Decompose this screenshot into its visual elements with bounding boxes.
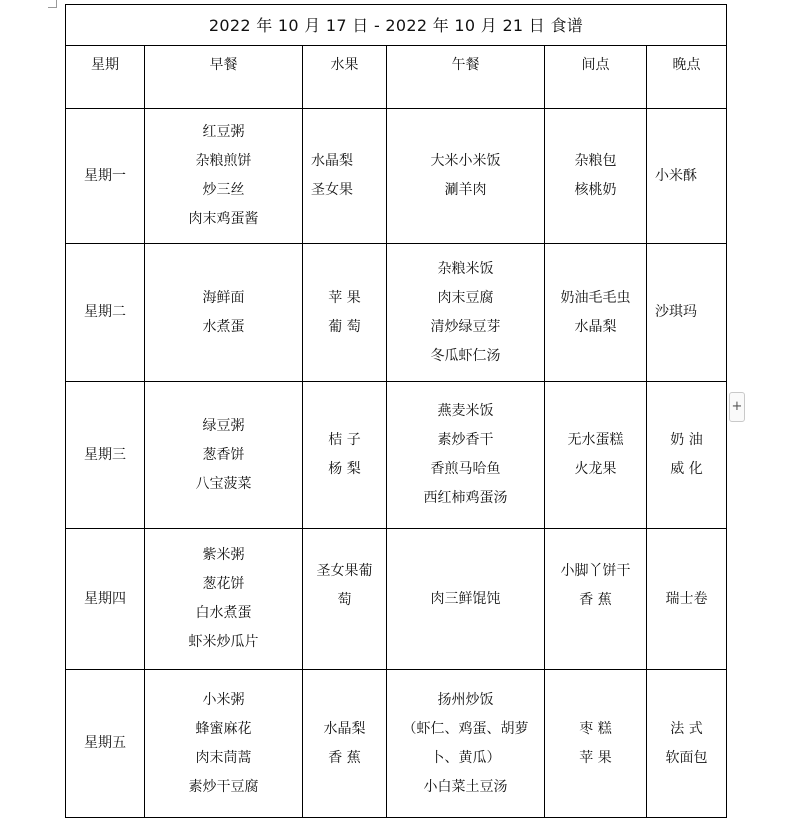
dinner-cell	[647, 109, 727, 244]
menu-item: 威 化	[670, 461, 703, 477]
menu-item: 圣女果	[311, 182, 353, 198]
menu-item: 小米酥	[655, 167, 697, 184]
menu-title: 2022 年 10 月 17 日 - 2022 年 10 月 21 日 食谱	[66, 5, 727, 46]
menu-item: 萄	[337, 592, 352, 608]
table-row	[66, 244, 727, 382]
menu-item: 西红柿鸡蛋汤	[423, 490, 508, 506]
add-column-button[interactable]	[729, 392, 745, 422]
menu-item: 杂粮米饭	[437, 260, 494, 277]
lunch-cell	[387, 244, 545, 382]
snack-cell	[545, 382, 647, 529]
menu-item: 杂粮包	[574, 153, 617, 169]
table-row	[66, 382, 727, 529]
menu-item: 奶油毛毛虫	[560, 289, 631, 306]
table-row	[66, 109, 727, 244]
plus-icon: +	[731, 399, 743, 414]
snack-cell	[545, 670, 647, 818]
snack-cell	[545, 109, 647, 244]
menu-item: 虾米炒瓜片	[188, 634, 259, 650]
menu-item: 紫米粥	[202, 547, 245, 563]
header-lunch: 午餐	[387, 46, 545, 109]
weekly-menu-table	[65, 4, 727, 818]
fruit-cell	[303, 244, 387, 382]
header-day: 星期	[66, 46, 145, 109]
menu-item: 火龙果	[574, 461, 617, 477]
menu-item: 软面包	[665, 749, 708, 766]
menu-item: 瑞士卷	[665, 590, 708, 607]
day-cell: 星期五	[66, 670, 145, 818]
dinner-cell	[647, 529, 727, 670]
menu-item: 小脚丫饼干	[560, 563, 631, 579]
menu-item: 扬州炒饭	[437, 691, 494, 708]
menu-item: 小米粥	[202, 691, 245, 708]
fruit-cell	[303, 382, 387, 529]
breakfast-cell	[145, 244, 303, 382]
menu-item: 苹 果	[328, 289, 361, 306]
menu-item: 沙琪玛	[655, 304, 697, 320]
menu-item: 清炒绿豆芽	[430, 318, 501, 335]
page-corner-mark	[48, 0, 57, 8]
menu-item: 肉末鸡蛋酱	[188, 211, 259, 227]
menu-item: 炒三丝	[202, 182, 245, 198]
breakfast-cell	[145, 109, 303, 244]
menu-item: 核桃奶	[574, 182, 617, 198]
header-dinner: 晚点	[647, 46, 727, 109]
menu-item: 八宝菠菜	[195, 475, 252, 492]
day-cell: 星期四	[66, 529, 145, 670]
header-fruit: 水果	[303, 46, 387, 109]
fruit-cell	[303, 109, 387, 244]
header-breakfast: 早餐	[145, 46, 303, 109]
breakfast-cell	[145, 670, 303, 818]
menu-item: 绿豆粥	[202, 417, 245, 434]
lunch-cell	[387, 670, 545, 818]
menu-item: 素炒香干	[437, 432, 494, 448]
menu-item: 香 蕉	[328, 749, 361, 766]
menu-item: 圣女果葡	[316, 563, 373, 579]
menu-item: 肉末豆腐	[437, 289, 494, 306]
menu-item: 素炒干豆腐	[188, 778, 259, 795]
table-row	[66, 670, 727, 818]
day-cell: 星期一	[66, 109, 145, 244]
fruit-cell	[303, 529, 387, 670]
lunch-cell	[387, 382, 545, 529]
menu-item: 枣 糕	[579, 720, 612, 737]
menu-item: 大米小米饭	[430, 153, 501, 169]
menu-item: 冬瓜虾仁汤	[430, 347, 501, 364]
menu-item: 白水煮蛋	[195, 605, 252, 621]
menu-item: （虾仁、鸡蛋、胡萝	[402, 720, 529, 737]
dinner-cell	[647, 244, 727, 382]
menu-item: 燕麦米饭	[437, 403, 494, 419]
menu-item: 桔 子	[328, 432, 361, 448]
menu-item: 杨 梨	[328, 461, 361, 477]
snack-cell	[545, 529, 647, 670]
menu-item: 水晶梨	[323, 720, 366, 737]
menu-item: 杂粮煎饼	[195, 153, 252, 169]
menu-item: 葱花饼	[202, 576, 245, 592]
menu-item: 葱香饼	[202, 446, 245, 463]
menu-item: 卜、黄瓜）	[430, 749, 501, 766]
menu-item: 水晶梨	[574, 318, 617, 335]
dinner-cell	[647, 670, 727, 818]
menu-item: 法 式	[670, 720, 703, 737]
breakfast-cell	[145, 382, 303, 529]
dinner-cell	[647, 382, 727, 529]
breakfast-cell	[145, 529, 303, 670]
header-snack: 间点	[545, 46, 647, 109]
menu-item: 水晶梨	[311, 153, 353, 169]
table-row	[66, 529, 727, 670]
day-cell: 星期二	[66, 244, 145, 382]
lunch-cell	[387, 529, 545, 670]
menu-item: 小白菜土豆汤	[423, 778, 508, 795]
menu-item: 香 蕉	[579, 592, 612, 608]
menu-item: 无水蛋糕	[567, 432, 624, 448]
menu-item: 奶 油	[670, 432, 703, 448]
menu-item: 水煮蛋	[202, 318, 245, 335]
menu-item: 香煎马哈鱼	[430, 461, 501, 477]
menu-item: 肉末茼蒿	[195, 749, 252, 766]
menu-item: 蜂蜜麻花	[195, 720, 252, 737]
lunch-cell	[387, 109, 545, 244]
menu-item: 葡 萄	[328, 318, 361, 335]
snack-cell	[545, 244, 647, 382]
menu-item: 海鲜面	[202, 289, 245, 306]
day-cell: 星期三	[66, 382, 145, 529]
menu-item: 红豆粥	[202, 124, 245, 140]
fruit-cell	[303, 670, 387, 818]
menu-item: 苹 果	[579, 749, 612, 766]
menu-item: 涮羊肉	[444, 182, 487, 198]
menu-item: 肉三鲜馄饨	[430, 590, 501, 607]
